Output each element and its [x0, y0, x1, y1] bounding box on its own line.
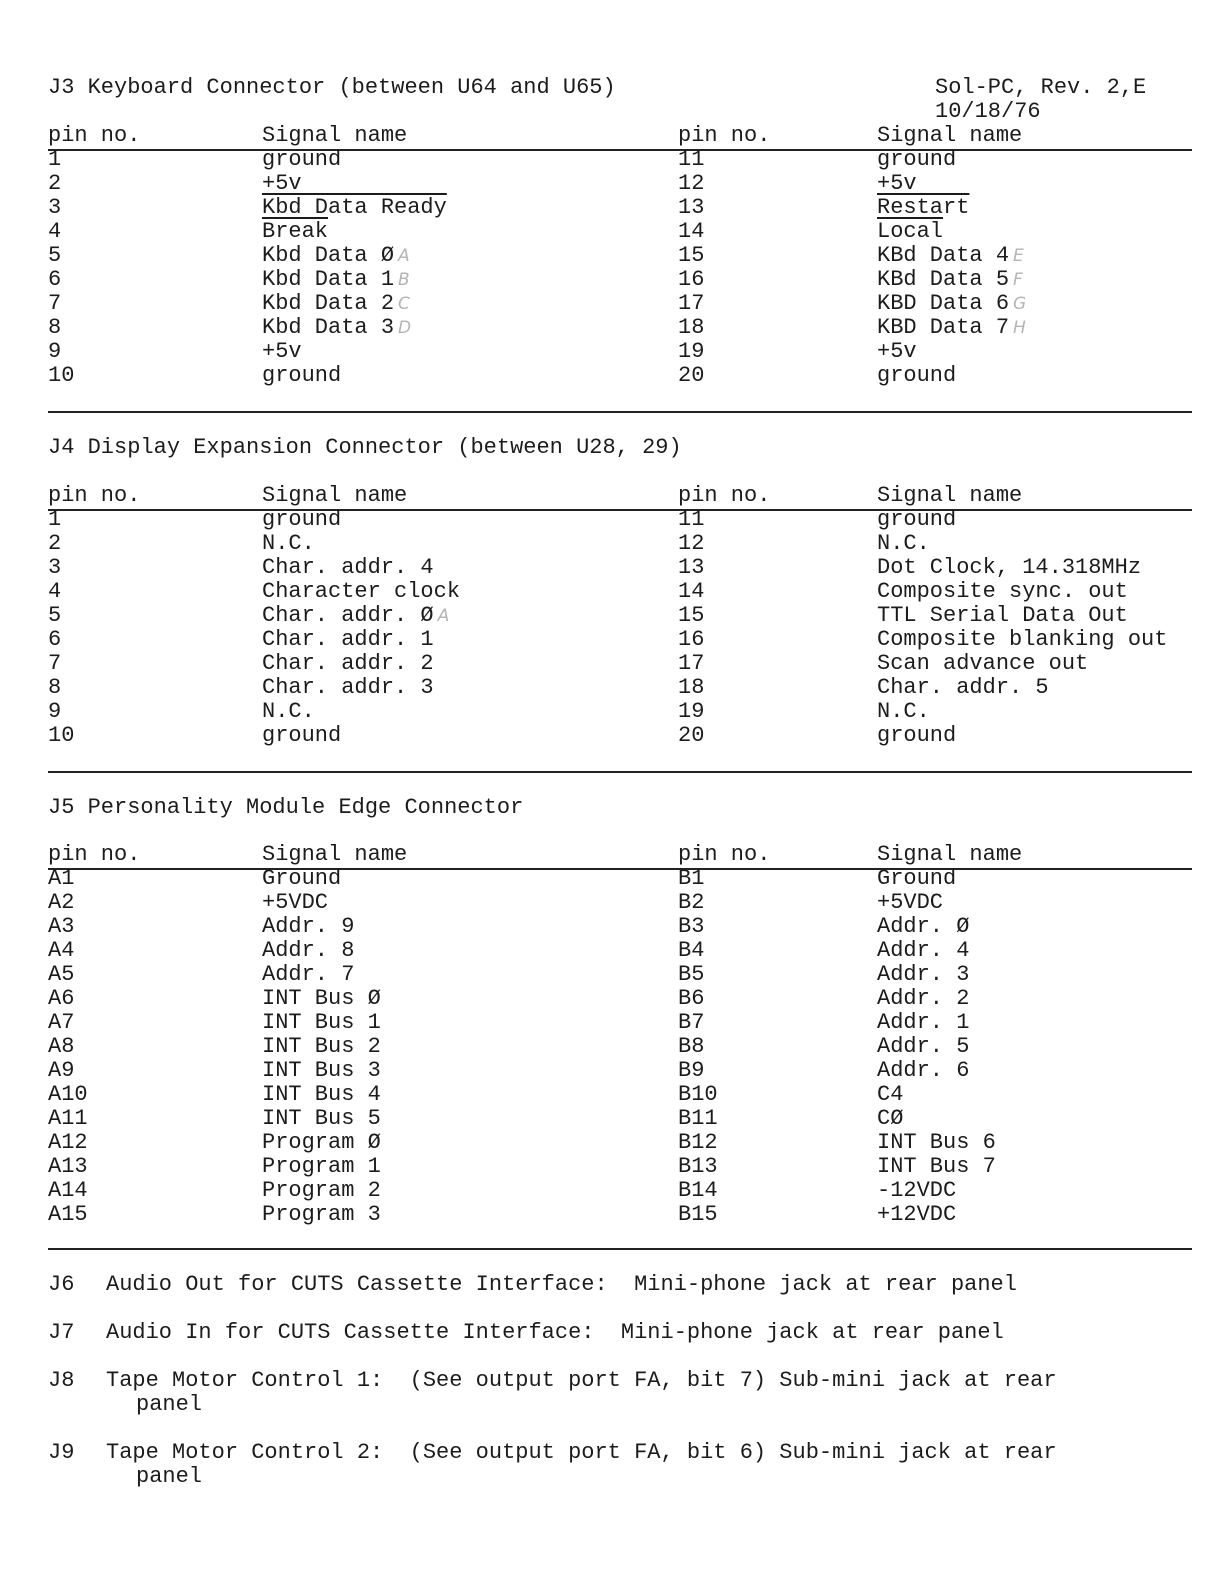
signal-name: Composite sync. out [877, 579, 1128, 604]
signal-cell [877, 532, 930, 556]
signal-cell [262, 676, 434, 700]
signal-cell [877, 1107, 903, 1131]
signal-name: INT Bus Ø [262, 986, 381, 1011]
pin-number: 8 [48, 315, 62, 340]
pin-number: A4 [48, 938, 75, 963]
pin-number: A1 [48, 866, 75, 891]
signal-name: Addr. 9 [262, 914, 355, 939]
signal-cell [877, 556, 1141, 580]
signal-cell [877, 700, 930, 724]
pin-number: B8 [678, 1034, 705, 1059]
signal-cell [877, 364, 956, 388]
pin-number: B5 [678, 962, 705, 987]
signal-name: Restart [877, 195, 970, 220]
pin-number: 12 [678, 531, 705, 556]
signal-cell [877, 1011, 969, 1035]
pin-number: B3 [678, 914, 705, 939]
signal-cell [877, 676, 1049, 700]
pin-number: 19 [678, 339, 705, 364]
signal-name: -12VDC [877, 1178, 957, 1203]
pin-number: B14 [678, 1178, 718, 1203]
pin-number: 6 [48, 627, 62, 652]
pin-number: 15 [678, 603, 705, 628]
signal-name: INT Bus 5 [262, 1106, 381, 1131]
pin-number: 7 [48, 291, 62, 316]
pin-number: A9 [48, 1058, 75, 1083]
signal-cell [262, 316, 411, 340]
signal-cell [262, 244, 410, 268]
section-divider [48, 771, 1192, 773]
signal-name: Char. addr. 5 [877, 675, 1049, 700]
signal-name: Ground [877, 866, 957, 891]
pin-number: 3 [48, 555, 62, 580]
signal-cell [877, 987, 969, 1011]
signal-name: TTL Serial Data Out [877, 603, 1128, 628]
pin-number: 6 [48, 267, 62, 292]
signal-cell [262, 915, 354, 939]
signal-name: +5v [262, 339, 302, 364]
pin-number: A10 [48, 1082, 88, 1107]
signal-cell [877, 628, 1167, 652]
pin-number: 4 [48, 219, 62, 244]
signal-name: Addr. 5 [877, 1034, 970, 1059]
signal-name: Addr. Ø [877, 914, 970, 939]
col-header-signal-left: Signal name [262, 483, 408, 508]
signal-cell [877, 891, 943, 915]
connector-description-continued: panel [136, 1392, 203, 1417]
pin-number: B13 [678, 1154, 718, 1179]
pin-number: B1 [678, 866, 705, 891]
signal-cell [877, 220, 943, 244]
pin-number: B6 [678, 986, 705, 1011]
signal-cell [877, 268, 1023, 292]
signal-name: Char. addr. 1 [262, 627, 434, 652]
signal-name: Program Ø [262, 1130, 381, 1155]
signal-cell [262, 268, 410, 292]
pin-number: 8 [48, 675, 62, 700]
pin-number: 19 [678, 699, 705, 724]
signal-cell [877, 1059, 969, 1083]
signal-cell [262, 1203, 381, 1227]
pin-number: 20 [678, 723, 705, 748]
col-header-pin-left: pin no. [48, 123, 141, 148]
pin-number: A6 [48, 986, 75, 1011]
connector-description: Tape Motor Control 2: (See output port FA, bit 6) Sub-mini jack at rear [106, 1440, 1057, 1465]
col-header-pin-left: pin no. [48, 483, 141, 508]
handwritten-mark: E [1013, 246, 1024, 266]
pin-number: 1 [48, 147, 62, 172]
pin-number: 18 [678, 315, 705, 340]
signal-cell [877, 340, 917, 364]
pin-number: B11 [678, 1106, 718, 1131]
signal-name: Kbd Data 2 [262, 291, 395, 316]
signal-name: Scan advance out [877, 651, 1089, 676]
signal-cell [262, 1083, 381, 1107]
connector-description-continued: panel [136, 1464, 203, 1489]
signal-name: INT Bus 4 [262, 1082, 381, 1107]
signal-name: Addr. 2 [877, 986, 970, 1011]
signal-name: Kbd Data Ready [262, 195, 447, 220]
signal-cell [262, 220, 328, 244]
header-rule [48, 509, 1192, 511]
j3-title: J3 Keyboard Connector (between U64 and U65) [48, 75, 616, 100]
document-id: Sol-PC, Rev. 2,E [935, 75, 1147, 100]
signal-name: Addr. 7 [262, 962, 355, 987]
signal-name: INT Bus 1 [262, 1010, 381, 1035]
connector-label: J6 [48, 1272, 75, 1297]
signal-name: C4 [877, 1082, 904, 1107]
pin-number: 3 [48, 195, 62, 220]
connector-label: J9 [48, 1440, 75, 1465]
handwritten-mark: A [437, 606, 450, 626]
signal-name: KBD Data 6 [877, 291, 1010, 316]
signal-cell [262, 340, 302, 364]
col-header-pin-right: pin no. [678, 123, 771, 148]
signal-name: +5VDC [262, 890, 329, 915]
signal-cell [262, 148, 341, 172]
connector-description: Audio In for CUTS Cassette Interface: Mini-phone jack at rear panel [106, 1320, 1004, 1345]
signal-cell [877, 292, 1026, 316]
signal-cell [262, 891, 328, 915]
signal-name: Dot Clock, 14.318MHz [877, 555, 1142, 580]
pin-number: A14 [48, 1178, 88, 1203]
signal-name: +5v [877, 171, 917, 196]
signal-name: Char. addr. Ø [262, 603, 434, 628]
signal-name: Addr. 8 [262, 938, 355, 963]
pin-number: 20 [678, 363, 705, 388]
signal-cell [262, 1131, 381, 1155]
signal-name: Addr. 3 [877, 962, 970, 987]
pin-number: 10 [48, 363, 75, 388]
pin-number: B12 [678, 1130, 718, 1155]
signal-cell [262, 508, 341, 532]
signal-name: CØ [877, 1106, 904, 1131]
signal-cell [262, 1011, 381, 1035]
document-date: 10/18/76 [935, 99, 1041, 124]
signal-cell [262, 196, 447, 220]
signal-name: Char. addr. 2 [262, 651, 434, 676]
j5-title: J5 Personality Module Edge Connector [48, 795, 524, 820]
pin-number: 11 [678, 507, 705, 532]
signal-cell [877, 1155, 996, 1179]
signal-cell [262, 532, 315, 556]
pin-number: A7 [48, 1010, 75, 1035]
handwritten-mark: H [1013, 318, 1026, 338]
pin-number: B4 [678, 938, 705, 963]
signal-cell [262, 987, 381, 1011]
signal-name: Addr. 6 [877, 1058, 970, 1083]
signal-name: Local [877, 219, 944, 244]
pin-number: A15 [48, 1202, 88, 1227]
pin-number: B10 [678, 1082, 718, 1107]
signal-cell [262, 1107, 381, 1131]
signal-cell [262, 604, 449, 628]
pin-number: B7 [678, 1010, 705, 1035]
signal-name: Addr. 1 [877, 1010, 970, 1035]
handwritten-mark: G [1013, 294, 1027, 314]
signal-cell [877, 1131, 996, 1155]
pin-number: 5 [48, 243, 62, 268]
pin-number: 14 [678, 579, 705, 604]
signal-cell [262, 364, 341, 388]
signal-name: N.C. [262, 699, 315, 724]
connector-description: Audio Out for CUTS Cassette Interface: Mini-phone jack at rear panel [106, 1272, 1017, 1297]
signal-name: INT Bus 7 [877, 1154, 996, 1179]
pin-number: 5 [48, 603, 62, 628]
signal-name: Ground [262, 866, 342, 891]
pin-number: 15 [678, 243, 705, 268]
signal-name: INT Bus 2 [262, 1034, 381, 1059]
signal-name: Addr. 4 [877, 938, 970, 963]
pin-number: B15 [678, 1202, 718, 1227]
signal-name: ground [877, 363, 957, 388]
pin-number: A8 [48, 1034, 75, 1059]
pin-number: A3 [48, 914, 75, 939]
signal-cell [877, 316, 1026, 340]
signal-cell [877, 867, 956, 891]
pin-number: 18 [678, 675, 705, 700]
signal-cell [877, 915, 969, 939]
pin-number: A12 [48, 1130, 88, 1155]
signal-name: ground [877, 147, 957, 172]
signal-name: Kbd Data Ø [262, 243, 395, 268]
pin-number: 11 [678, 147, 705, 172]
signal-name: ground [262, 723, 342, 748]
signal-cell [262, 724, 341, 748]
signal-cell [877, 963, 969, 987]
signal-cell [877, 652, 1088, 676]
col-header-pin-right: pin no. [678, 483, 771, 508]
signal-cell [262, 172, 302, 196]
signal-cell [877, 172, 917, 196]
signal-cell [262, 652, 434, 676]
signal-name: Char. addr. 3 [262, 675, 434, 700]
pin-number: 13 [678, 195, 705, 220]
pin-number: 16 [678, 627, 705, 652]
signal-cell [262, 556, 434, 580]
signal-name: Program 2 [262, 1178, 381, 1203]
col-header-pin-right: pin no. [678, 842, 771, 867]
signal-name: Char. addr. 4 [262, 555, 434, 580]
signal-cell [877, 939, 969, 963]
handwritten-mark: D [398, 318, 412, 338]
signal-name: +5v [877, 339, 917, 364]
handwritten-mark: A [398, 246, 410, 266]
signal-name: +5v [262, 171, 302, 196]
pin-number: 1 [48, 507, 62, 532]
pin-number: 12 [678, 171, 705, 196]
connector-label: J8 [48, 1368, 75, 1393]
connector-description: Tape Motor Control 1: (See output port FA, bit 7) Sub-mini jack at rear [106, 1368, 1057, 1393]
pin-number: 2 [48, 171, 62, 196]
pin-number: A13 [48, 1154, 88, 1179]
signal-cell [877, 1083, 903, 1107]
col-header-signal-right: Signal name [877, 483, 1023, 508]
signal-name: Program 1 [262, 1154, 381, 1179]
signal-cell [262, 867, 341, 891]
signal-cell [262, 1179, 381, 1203]
pin-number: 17 [678, 651, 705, 676]
signal-cell [262, 1059, 381, 1083]
handwritten-mark: B [398, 270, 410, 290]
handwritten-mark: C [398, 294, 410, 314]
signal-name: ground [877, 723, 957, 748]
signal-name: INT Bus 6 [877, 1130, 996, 1155]
signal-cell [262, 292, 410, 316]
handwritten-mark: F [1013, 270, 1023, 290]
pin-number: 14 [678, 219, 705, 244]
pin-number: B2 [678, 890, 705, 915]
signal-cell [877, 724, 956, 748]
signal-name: Break [262, 219, 329, 244]
pin-number: 17 [678, 291, 705, 316]
col-header-signal-left: Signal name [262, 123, 408, 148]
pin-number: 4 [48, 579, 62, 604]
col-header-signal-right: Signal name [877, 123, 1023, 148]
pin-number: 10 [48, 723, 75, 748]
header-rule [48, 868, 1192, 870]
signal-name: Program 3 [262, 1202, 381, 1227]
col-header-signal-right: Signal name [877, 842, 1023, 867]
signal-name: N.C. [877, 699, 930, 724]
signal-name: ground [262, 363, 342, 388]
signal-cell [877, 580, 1128, 604]
signal-cell [877, 244, 1024, 268]
pin-number: 7 [48, 651, 62, 676]
signal-name: Kbd Data 3 [262, 315, 395, 340]
col-header-signal-left: Signal name [262, 842, 408, 867]
pin-number: 2 [48, 531, 62, 556]
signal-name: N.C. [877, 531, 930, 556]
pin-number: B9 [678, 1058, 705, 1083]
pin-number: 9 [48, 339, 62, 364]
signal-name: INT Bus 3 [262, 1058, 381, 1083]
section-divider [48, 1248, 1192, 1250]
signal-cell [877, 1203, 956, 1227]
pin-number: A11 [48, 1106, 88, 1131]
signal-cell [877, 508, 956, 532]
signal-cell [262, 580, 460, 604]
signal-cell [262, 1035, 381, 1059]
signal-name: ground [262, 147, 342, 172]
pin-number: 16 [678, 267, 705, 292]
signal-name: Kbd Data 1 [262, 267, 395, 292]
signal-name: ground [262, 507, 342, 532]
pin-number: 9 [48, 699, 62, 724]
pin-number: A5 [48, 962, 75, 987]
signal-cell [877, 1035, 969, 1059]
signal-name: KBD Data 7 [877, 315, 1010, 340]
signal-cell [877, 1179, 956, 1203]
signal-name: Character clock [262, 579, 461, 604]
signal-cell [262, 700, 315, 724]
pin-number: 13 [678, 555, 705, 580]
connector-label: J7 [48, 1320, 75, 1345]
signal-name: Composite blanking out [877, 627, 1168, 652]
signal-cell [877, 604, 1128, 628]
signal-cell [262, 1155, 381, 1179]
signal-name: +5VDC [877, 890, 944, 915]
signal-name: KBd Data 4 [877, 243, 1010, 268]
signal-name: N.C. [262, 531, 315, 556]
j4-title: J4 Display Expansion Connector (between U28, 29) [48, 435, 682, 460]
signal-cell [877, 196, 969, 220]
signal-cell [262, 963, 354, 987]
signal-name: KBd Data 5 [877, 267, 1010, 292]
signal-name: ground [877, 507, 957, 532]
signal-cell [877, 148, 956, 172]
pin-number: A2 [48, 890, 75, 915]
section-divider [48, 411, 1192, 413]
header-rule [48, 149, 1192, 151]
signal-cell [262, 628, 434, 652]
col-header-pin-left: pin no. [48, 842, 141, 867]
signal-cell [262, 939, 354, 963]
signal-name: +12VDC [877, 1202, 957, 1227]
